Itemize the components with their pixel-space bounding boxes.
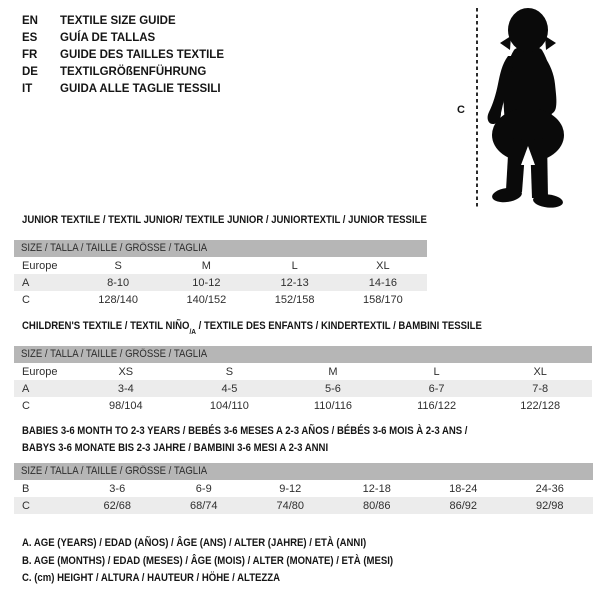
size-cell: S [114,259,122,272]
legend-line-a: A. AGE (YEARS) / EDAD (AÑOS) / ÂGE (ANS) / ALTER (JAHRE) / ETÀ (ANNI) [22,537,367,549]
size-cell: 14-16 [368,276,397,289]
children-table-title: CHILDREN'S TEXTILE / TEXTIL $NIÑO_{/A}$ / TEXTILE DES ENFANTS / KINDERTEXTIL / BAMBINI TESSILE [22,320,482,337]
lang-label: TEXTILE SIZE GUIDE [60,14,176,27]
size-cell: 140/152 [186,293,227,306]
lang-row-de [22,63,224,80]
legend-line-b: B. AGE (MONTHS) / EDAD (MESES) / ÂGE (MOIS) / ALTER (MONATE) / ETÀ (MESI) [22,554,394,567]
size-header-row [14,463,593,480]
size-cell: M [328,365,338,378]
size-cell: 128/140 [98,293,138,306]
table-row-height [14,291,427,308]
size-cell: 80/86 [362,499,391,512]
lang-label: GUIDA ALLE TAGLIE TESSILI [60,82,221,95]
row-label: C [22,399,30,412]
size-header-row [14,240,427,257]
lang-label: GUÍA DE TALLAS [60,31,156,44]
size-cell: 86/92 [449,499,478,512]
size-cell: S [225,365,234,378]
table-row-age [14,274,427,291]
size-cell: 116/122 [417,399,457,412]
size-cell: 8-10 [107,276,130,289]
size-cell: 158/170 [362,293,403,306]
table-row-height [14,497,593,514]
lang-code: IT [22,82,33,95]
size-cell: XL [533,365,547,378]
size-cell: 7-8 [532,382,549,395]
size-cell: 104/110 [209,399,249,412]
lang-code: ES [22,31,38,44]
size-cell: 6-7 [428,382,445,395]
row-label: B [22,482,30,495]
size-cell: 24-36 [535,482,564,495]
lang-row-es [22,29,224,46]
size-header-label: SIZE / TALLA / TAILLE / GRÖSSE / TAGLIA [21,465,208,477]
row-label: A [22,382,30,395]
table-row-height [14,397,592,414]
lang-label: TEXTILGRÖßENFÜHRUNG [60,65,207,78]
lang-code: DE [22,65,38,78]
babies-table-title: BABIES 3-6 MONTH TO 2-3 YEARS / BEBÉS 3-6 MESES A 2-3 AÑOS / BÉBÉS 3-6 MOIS À 2-3 ANS / BABYS 3-6 MONATE BIS 2-3 JAHRE / BAMBINI 3-6 MESI A 2-3 ANNI [22,425,468,454]
row-label: Europe [22,259,58,272]
lang-row-fr [22,46,224,63]
lang-row-en [22,12,224,29]
size-cell: 9-12 [279,482,302,495]
size-cell: 5-6 [325,382,341,395]
baby-silhouette-icon [484,8,574,208]
size-cell: 12-13 [280,276,309,289]
size-cell: 10-12 [192,276,221,289]
size-cell: XS [118,365,134,378]
children-size-table [14,346,592,414]
size-cell: XL [376,259,390,272]
size-cell: 62/68 [103,499,132,512]
row-label: C [22,293,30,306]
size-cell: 3-4 [117,382,134,395]
size-header-label: SIZE / TALLA / TAILLE / GRÖSSE / TAGLIA [21,242,208,254]
size-cell: L [291,259,298,272]
row-label: C [22,499,30,512]
size-cell: 110/116 [313,399,353,412]
size-cell: 74/80 [276,499,305,512]
size-cell: 92/98 [535,499,564,512]
size-cell: 4-5 [221,382,238,395]
table-row-europe [14,257,427,274]
table-row-age [14,380,592,397]
babies-size-table [14,463,593,514]
lang-label: GUIDE DES TAILLES TEXTILE [60,48,224,61]
size-cell: 12-18 [362,482,391,495]
size-cell: L [433,365,440,378]
size-cell: 3-6 [109,482,126,495]
row-label: A [22,276,30,289]
size-cell: 122/128 [520,399,561,412]
table-row-europe [14,363,592,380]
size-header-label: SIZE / TALLA / TAILLE / GRÖSSE / TAGLIA [21,348,208,360]
lang-code: FR [22,48,38,61]
size-cell: 18-24 [449,482,478,495]
size-cell: 6-9 [195,482,212,495]
size-cell: 98/104 [108,399,143,412]
lang-row-it [22,80,224,97]
junior-size-table [14,240,427,308]
language-title-list [22,12,224,97]
row-label: Europe [22,365,58,378]
size-cell: M [201,259,211,272]
size-header-row [14,346,592,363]
height-dash-line [476,8,478,207]
size-cell: 152/158 [274,293,315,306]
legend-line-c: C. (cm) HEIGHT / ALTURA / HAUTEUR / HÖHE / ALTEZZA [22,572,281,584]
lang-code: EN [22,14,38,27]
height-measure-label: C [457,104,465,116]
legend [22,535,449,588]
junior-table-title: JUNIOR TEXTILE / TEXTIL JUNIOR/ TEXTILE JUNIOR / JUNIORTEXTIL / JUNIOR TESSILE [22,214,427,226]
size-cell: 68/74 [189,499,218,512]
table-row-age-months [14,480,593,497]
